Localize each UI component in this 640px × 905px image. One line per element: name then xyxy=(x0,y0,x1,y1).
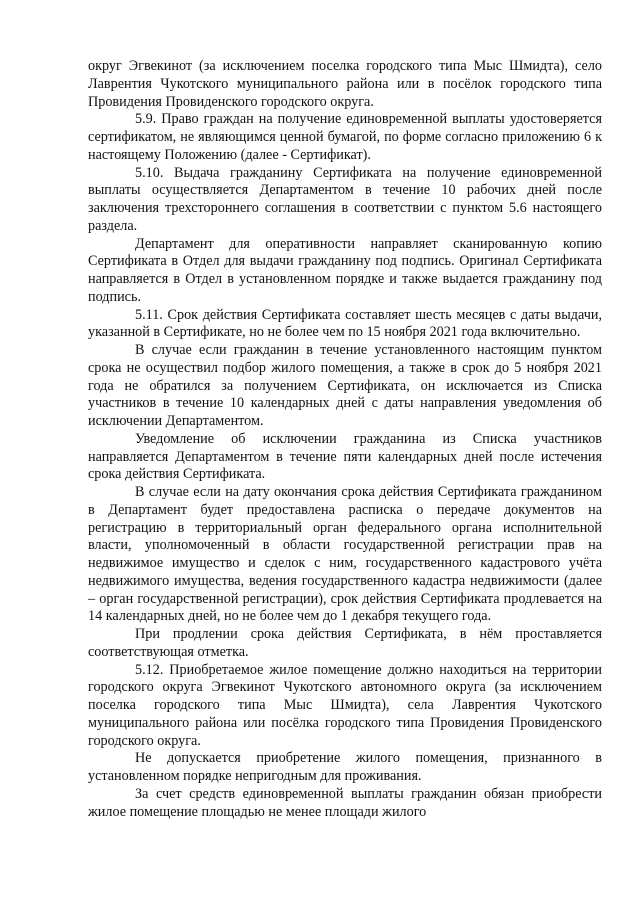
paragraph-extension-mark: При продлении срока действия Сертификата, в нём проставляется соответствующая отметка. xyxy=(88,626,602,660)
paragraph-5-10: 5.10. Выдача гражданину Сертификата на получение единовременной выплаты осуществляется Департаментом в течение 10 рабочих дней после заключения трехстороннего соглашения в соответствии с пунктом 5.6 настоящего раздела. xyxy=(88,164,602,234)
paragraph-unfit-housing: Не допускается приобретение жилого помещения, признанного в установленном порядке непригодным для проживания. xyxy=(88,750,602,784)
paragraph-area-requirement: За счет средств единовременной выплаты гражданин обязан приобрести жилое помещение площадью не менее площади жилого xyxy=(88,785,602,820)
paragraph-exclusion: В случае если гражданин в течение установленного настоящим пунктом срока не осуществил подбор жилого помещения, а также в срок до 5 ноября 2021 года не обратился за получением Сертификата, он исключается из Списка участников в течение 10 календарных дней с даты направления уведомления об исключении Департаментом. xyxy=(88,342,602,429)
paragraph-department-copy: Департамент для оперативности направляет сканированную копию Сертификата в Отдел для выдачи гражданину под подпись. Оригинал Сертификата направляется в Отдел в установленном порядке и также выдается гражданину под подпись. xyxy=(88,235,602,305)
paragraph-continuation: округ Эгвекинот (за исключением поселка городского типа Мыс Шмидта), село Лаврентия Чукотского муниципального района или в посёлок городского типа Провидения Провиденского городского округа. xyxy=(88,58,602,110)
paragraph-5-11: 5.11. Срок действия Сертификата составляет шесть месяцев с даты выдачи, указанной в Сертификате, но не более чем по 15 ноября 2021 года включительно. xyxy=(88,306,602,341)
paragraph-extension: В случае если на дату окончания срока действия Сертификата гражданином в Департамент будет предоставлена расписка о передаче документов на регистрацию в территориальный орган федерального органа исполнительной власти, уполномоченный в области государственной регистрации прав на недвижимое имущество и сделок с ним, государственного кадастрового учёта недвижимого имущества, ведения государственного кадастра недвижимости (далее – орган государственной регистрации), срок действия Сертификата продлевается на 14 календарных дней, но не более чем до 1 декабря текущего года. xyxy=(88,484,602,625)
document-body xyxy=(88,58,602,821)
paragraph-notification: Уведомление об исключении гражданина из Списка участников направляется Департаментом в течение пяти календарных дней после истечения срока действия Сертификата. xyxy=(88,430,602,483)
paragraph-5-9: 5.9. Право граждан на получение единовременной выплаты удостоверяется сертификатом, не являющимся ценной бумагой, по форме согласно приложению 6 к настоящему Положению (далее - Сертификат). xyxy=(88,111,602,163)
paragraph-5-12: 5.12. Приобретаемое жилое помещение должно находиться на территории городского округа Эгвекинот Чукотского автономного округа (за исключением поселка городского типа Мыс Шмидта), села Лаврентия Чукотского муниципального района или посёлка городского типа Провидения Провиденского городского округа. xyxy=(88,661,602,749)
